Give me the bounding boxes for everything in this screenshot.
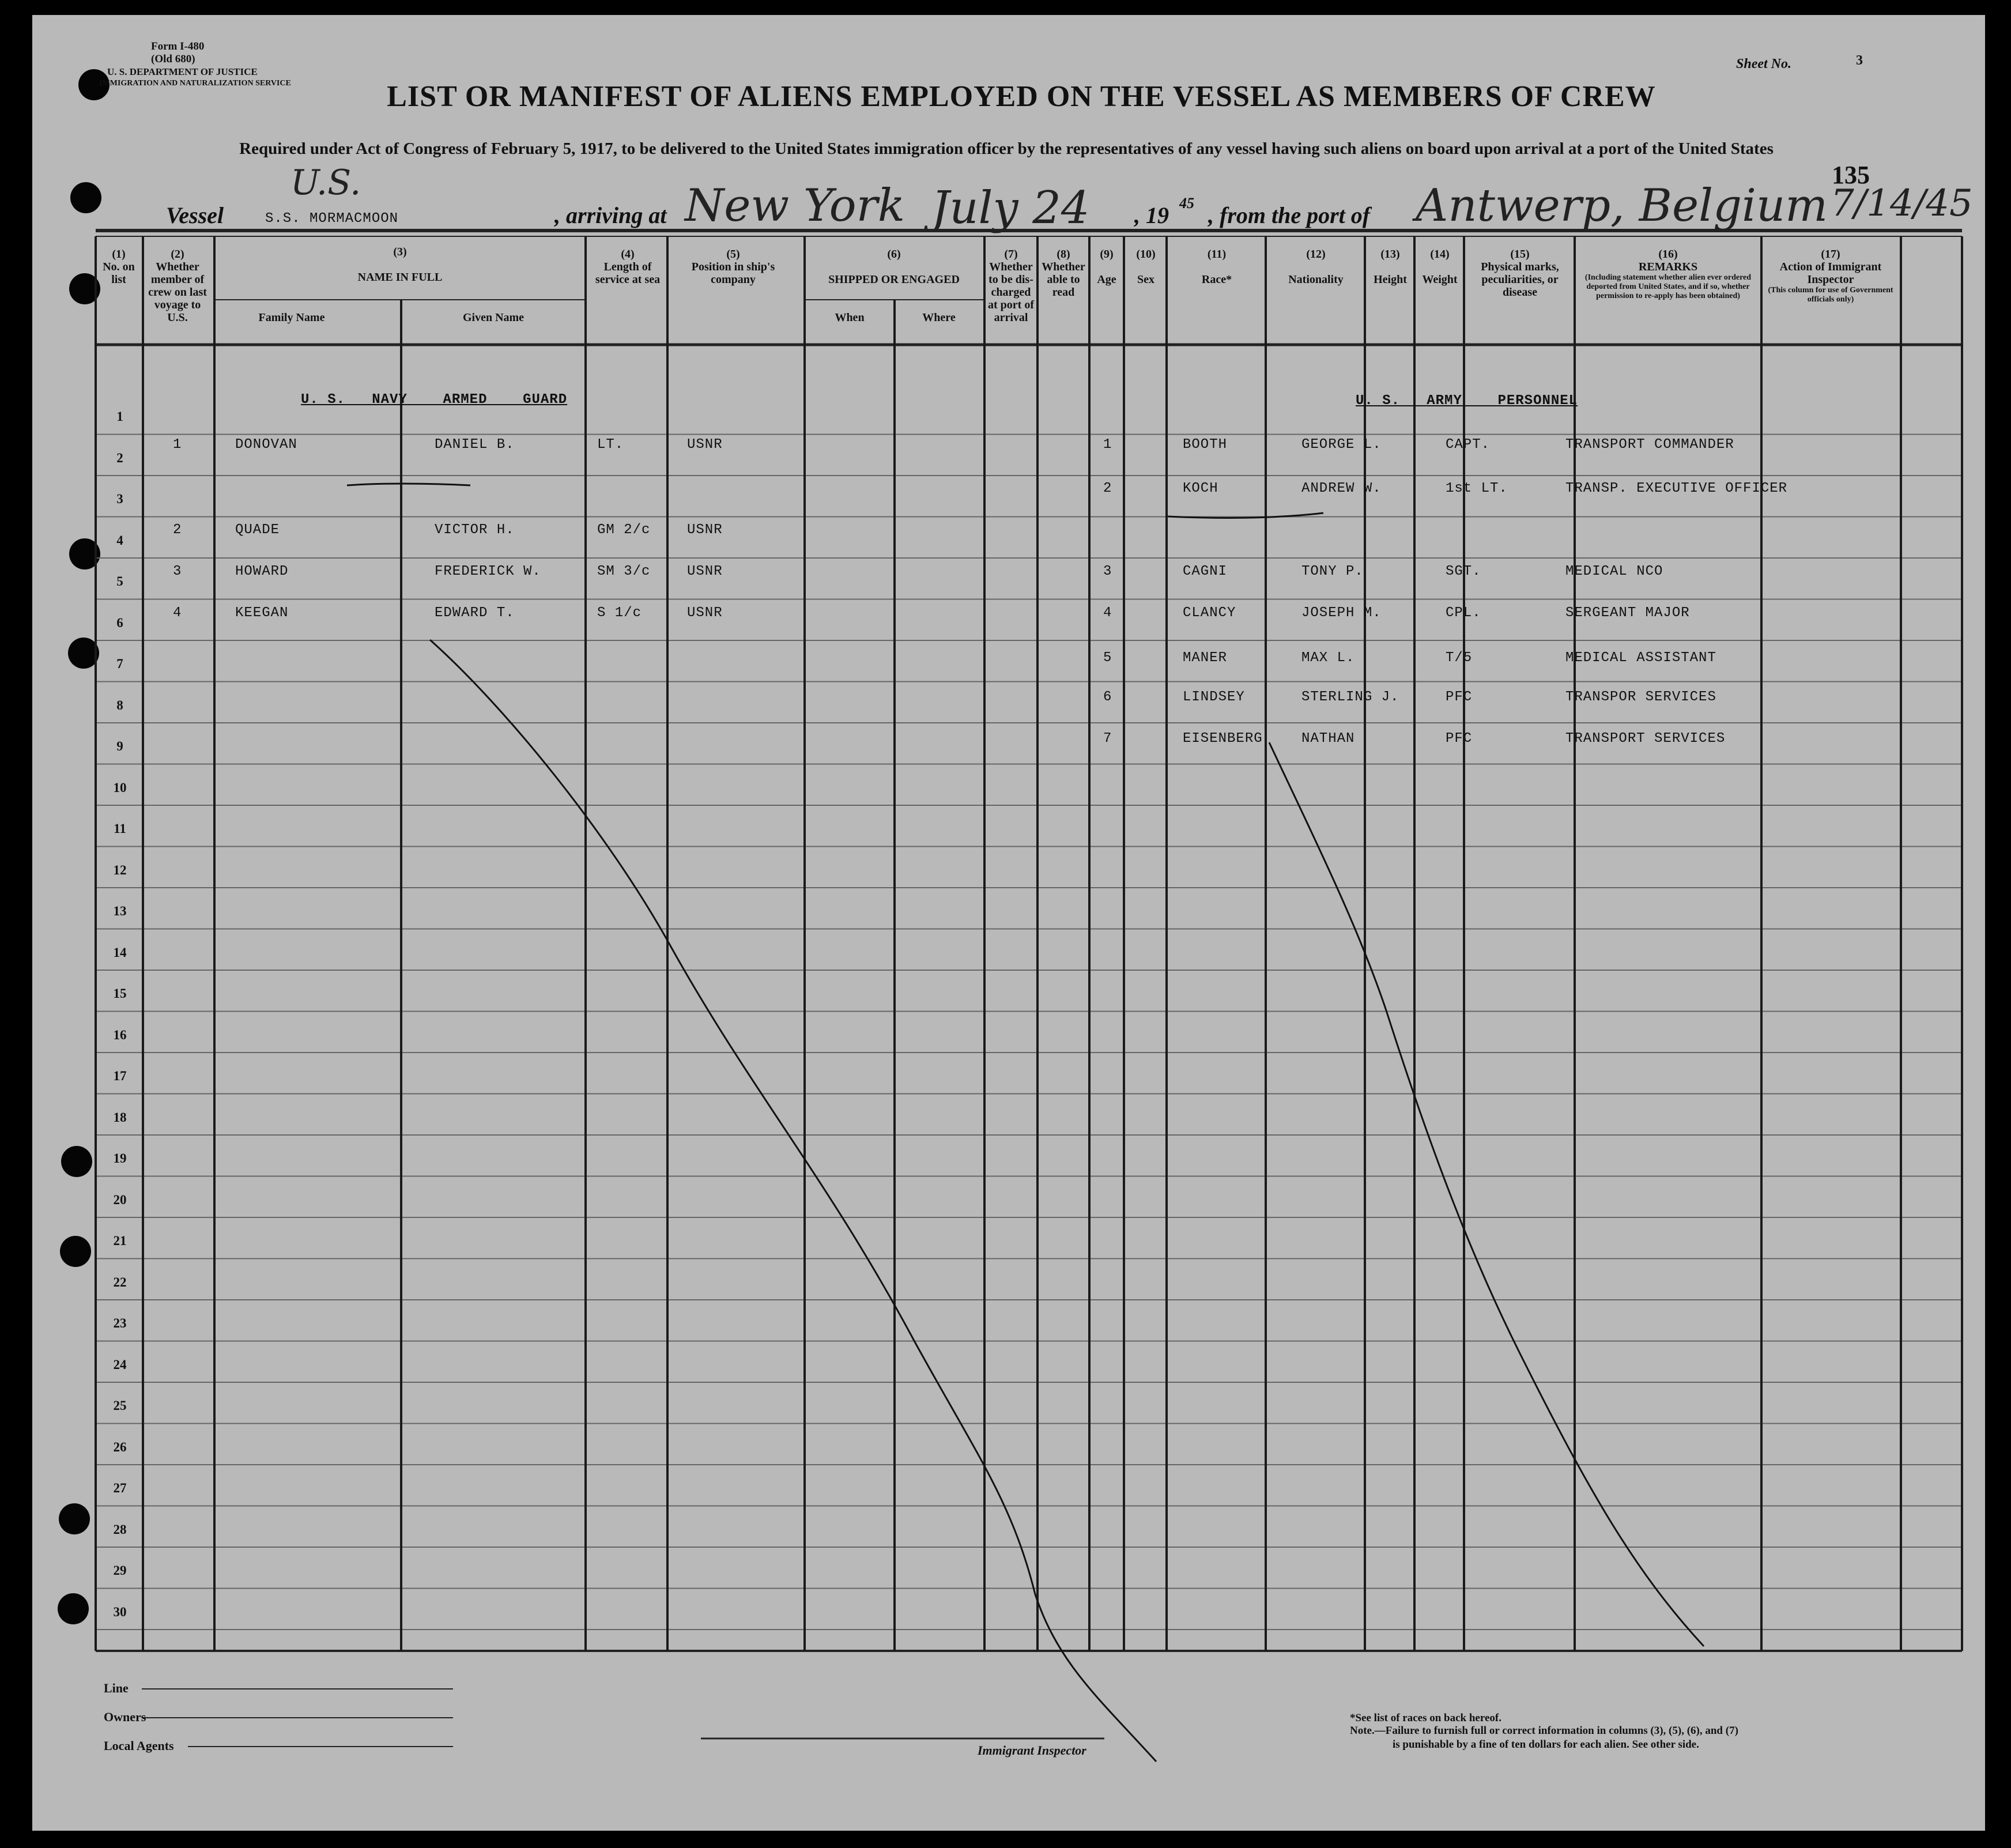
col-7-header: (7) Whether to be dis-charged at port of arrival bbox=[988, 248, 1034, 324]
navy-given-name: DANIEL B. bbox=[435, 437, 515, 452]
navy-given-name: FREDERICK W. bbox=[435, 564, 541, 579]
navy-family-name: HOWARD bbox=[235, 564, 289, 579]
army-duty: TRANSPORT COMMANDER bbox=[1565, 437, 1734, 452]
navy-section-heading: U. S. NAVY ARMED GUARD bbox=[301, 392, 568, 408]
row-number: 2 bbox=[116, 450, 123, 465]
row-number: 17 bbox=[113, 1069, 127, 1083]
row-number: 10 bbox=[113, 780, 127, 795]
col-1-header: (1) No. on list bbox=[103, 248, 135, 286]
local-agents-label: Local Agents bbox=[104, 1738, 174, 1753]
arrival-port: New York bbox=[685, 180, 905, 232]
army-no: 5 bbox=[1103, 650, 1112, 666]
handwritten-us: U.S. bbox=[290, 163, 361, 203]
row-number: 22 bbox=[113, 1274, 127, 1289]
page-number: 135 bbox=[1832, 161, 1870, 189]
row-number: 26 bbox=[113, 1439, 127, 1454]
army-family-name: LINDSEY bbox=[1183, 689, 1245, 705]
row-number: 3 bbox=[116, 492, 123, 506]
army-duty: MEDICAL ASSISTANT bbox=[1565, 650, 1716, 666]
family-name-header: Family Name bbox=[258, 311, 325, 324]
col-17-header: (17) Action of Immigrant Inspector (This column for use of Government officials only) bbox=[1768, 248, 1893, 304]
service: IMMIGRATION AND NATURALIZATION SERVICE bbox=[99, 79, 291, 88]
row-number: 21 bbox=[113, 1234, 127, 1248]
row-number: 25 bbox=[113, 1398, 127, 1413]
army-no: 3 bbox=[1103, 564, 1112, 579]
navy-unit: USNR bbox=[687, 437, 723, 452]
army-rank: PFC bbox=[1446, 731, 1473, 746]
navy-rank: S 1/c bbox=[597, 605, 642, 621]
line-label: Line bbox=[104, 1681, 129, 1695]
col-5-header: (5) Position in ship's company bbox=[691, 248, 775, 286]
army-duty: TRANSPOR SERVICES bbox=[1565, 689, 1716, 705]
navy-no: 4 bbox=[173, 605, 182, 621]
immigrant-inspector-label: Immigrant Inspector bbox=[978, 1743, 1086, 1758]
navy-family-name: DONOVAN bbox=[235, 437, 297, 452]
col-10-header: (10) Sex bbox=[1136, 248, 1156, 286]
army-family-name: BOOTH bbox=[1183, 437, 1228, 452]
row-number: 6 bbox=[116, 615, 123, 630]
form-title: LIST OR MANIFEST OF ALIENS EMPLOYED ON THE VESSEL AS MEMBERS OF CREW bbox=[387, 80, 1656, 113]
year: 45 bbox=[1179, 195, 1194, 212]
col-4-header: (4) Length of service at sea bbox=[595, 248, 661, 286]
army-given-name: ANDREW W. bbox=[1301, 481, 1382, 496]
army-no: 4 bbox=[1103, 605, 1112, 621]
when-header: When bbox=[835, 311, 865, 324]
navy-given-name: VICTOR H. bbox=[435, 522, 515, 538]
strike-line-right bbox=[1269, 742, 1704, 1646]
col-12-header: (12) Nationality bbox=[1288, 248, 1344, 286]
col-11-header: (11) Race* bbox=[1201, 248, 1232, 286]
army-rank: T/5 bbox=[1446, 650, 1473, 666]
sheet-label: Sheet No. bbox=[1736, 56, 1791, 71]
army-given-name: MAX L. bbox=[1301, 650, 1355, 666]
vessel-name: S.S. MORMACMOON bbox=[265, 211, 399, 227]
row-number: 7 bbox=[116, 657, 123, 671]
army-given-name: JOSEPH M. bbox=[1301, 605, 1382, 621]
arriving-label: , arriving at bbox=[554, 202, 667, 228]
row-number: 16 bbox=[113, 1027, 127, 1042]
navy-no: 3 bbox=[173, 564, 182, 579]
col-16-header: (16) REMARKS (Including statement whether alien ever ordered deported from United States, and if so, whether permission to re-apply has been obtained) bbox=[1584, 248, 1752, 300]
row-number: 4 bbox=[116, 533, 123, 548]
col-15-header: (15) Physical marks, peculiarities, or disease bbox=[1481, 248, 1559, 299]
navy-family-name: KEEGAN bbox=[235, 605, 289, 621]
row-number: 19 bbox=[113, 1151, 127, 1166]
owners-label: Owners bbox=[104, 1710, 146, 1724]
department: U. S. DEPARTMENT OF JUSTICE bbox=[107, 66, 258, 77]
army-section-heading: U. S. ARMY PERSONNEL bbox=[1356, 393, 1578, 409]
given-name-header: Given Name bbox=[462, 311, 525, 324]
navy-unit: USNR bbox=[687, 564, 723, 579]
vessel-label: Vessel bbox=[166, 202, 224, 228]
army-given-name: GEORGE L. bbox=[1301, 437, 1382, 452]
army-family-name: KOCH bbox=[1183, 481, 1218, 496]
army-given-name: STERLING J. bbox=[1301, 689, 1399, 705]
races-note: *See list of races on back hereof. bbox=[1350, 1712, 1501, 1724]
departure-port: Antwerp, Belgium bbox=[1416, 180, 1828, 232]
row-number: 13 bbox=[113, 904, 127, 918]
army-family-name: CAGNI bbox=[1183, 564, 1228, 579]
navy-rank: LT. bbox=[597, 437, 624, 452]
row-number: 18 bbox=[113, 1110, 127, 1125]
army-duty: TRANSPORT SERVICES bbox=[1565, 731, 1726, 746]
arrival-date: July 24 bbox=[931, 182, 1090, 234]
army-family-name: EISENBERG bbox=[1183, 731, 1263, 746]
row-number: 28 bbox=[113, 1522, 127, 1537]
row-number: 27 bbox=[113, 1481, 127, 1495]
army-rank: CPL. bbox=[1446, 605, 1481, 621]
row-number: 12 bbox=[113, 862, 127, 877]
col-9-header: (9) Age bbox=[1097, 248, 1116, 286]
army-duty: TRANSP. EXECUTIVE OFFICER bbox=[1565, 481, 1788, 496]
col-6-header: (6) SHIPPED OR ENGAGED bbox=[828, 248, 960, 286]
army-family-name: MANER bbox=[1183, 650, 1228, 666]
army-given-name: TONY P. bbox=[1301, 564, 1364, 579]
year-prefix: , 19 bbox=[1134, 202, 1169, 228]
row-number: 5 bbox=[116, 574, 123, 589]
navy-unit: USNR bbox=[687, 522, 723, 538]
row-number: 1 bbox=[116, 409, 123, 424]
departure-date: 7/14/45 bbox=[1831, 182, 1973, 225]
army-no: 7 bbox=[1103, 731, 1112, 746]
navy-family-name: QUADE bbox=[235, 522, 280, 538]
penalty-note-cont: is punishable by a fine of ten dollars for each alien. See other side. bbox=[1393, 1738, 1699, 1751]
row-number: 29 bbox=[113, 1563, 127, 1578]
old-form-number: (Old 680) bbox=[151, 53, 195, 65]
army-duty: MEDICAL NCO bbox=[1565, 564, 1663, 579]
manifest-page bbox=[32, 15, 1985, 1831]
col-2-header: (2) Whether member of crew on last voyage to U.S. bbox=[148, 248, 207, 324]
army-duty: SERGEANT MAJOR bbox=[1565, 605, 1690, 621]
strike-line-left bbox=[430, 640, 1156, 1762]
col-14-header: (14) Weight bbox=[1422, 248, 1458, 286]
row-number: 20 bbox=[113, 1192, 127, 1207]
col-3-header: (3) NAME IN FULL bbox=[357, 246, 443, 284]
navy-unit: USNR bbox=[687, 605, 723, 621]
army-no: 1 bbox=[1103, 437, 1112, 452]
row-number: 8 bbox=[116, 697, 123, 712]
army-given-name: NATHAN bbox=[1301, 731, 1355, 746]
underline-mark bbox=[347, 484, 470, 485]
sheet-number: 3 bbox=[1856, 53, 1863, 68]
navy-rank: SM 3/c bbox=[597, 564, 651, 579]
army-rank: PFC bbox=[1446, 689, 1473, 705]
navy-no: 2 bbox=[173, 522, 182, 538]
form-subtitle: Required under Act of Congress of February 5, 1917, to be delivered to the United States immigration officer by the representatives of any vessel having such aliens on board upon arrival at a port of the United States bbox=[239, 139, 1774, 158]
col-8-header: (8) Whether able to read bbox=[1042, 248, 1085, 299]
penalty-note: Note.—Failure to furnish full or correct information in columns (3), (5), (6), and (7) bbox=[1350, 1725, 1738, 1737]
army-rank: CAPT. bbox=[1446, 437, 1491, 452]
row-number: 9 bbox=[116, 739, 123, 753]
row-number: 24 bbox=[113, 1357, 127, 1372]
row-number: 14 bbox=[113, 945, 127, 960]
navy-given-name: EDWARD T. bbox=[435, 605, 515, 621]
navy-rank: GM 2/c bbox=[597, 522, 651, 538]
army-no: 2 bbox=[1103, 481, 1112, 496]
col-13-header: (13) Height bbox=[1374, 248, 1407, 286]
army-rank: SGT. bbox=[1446, 564, 1481, 579]
form-number: Form I-480 bbox=[151, 40, 205, 52]
army-no: 6 bbox=[1103, 689, 1112, 705]
navy-no: 1 bbox=[173, 437, 182, 452]
where-header: Where bbox=[922, 311, 956, 324]
army-family-name: CLANCY bbox=[1183, 605, 1236, 621]
row-number: 30 bbox=[113, 1604, 127, 1619]
row-number: 23 bbox=[113, 1316, 127, 1330]
army-rank: 1st LT. bbox=[1446, 481, 1508, 496]
row-number: 11 bbox=[114, 821, 126, 836]
row-number: 15 bbox=[113, 986, 127, 1001]
from-port-label: , from the port of bbox=[1208, 202, 1371, 228]
